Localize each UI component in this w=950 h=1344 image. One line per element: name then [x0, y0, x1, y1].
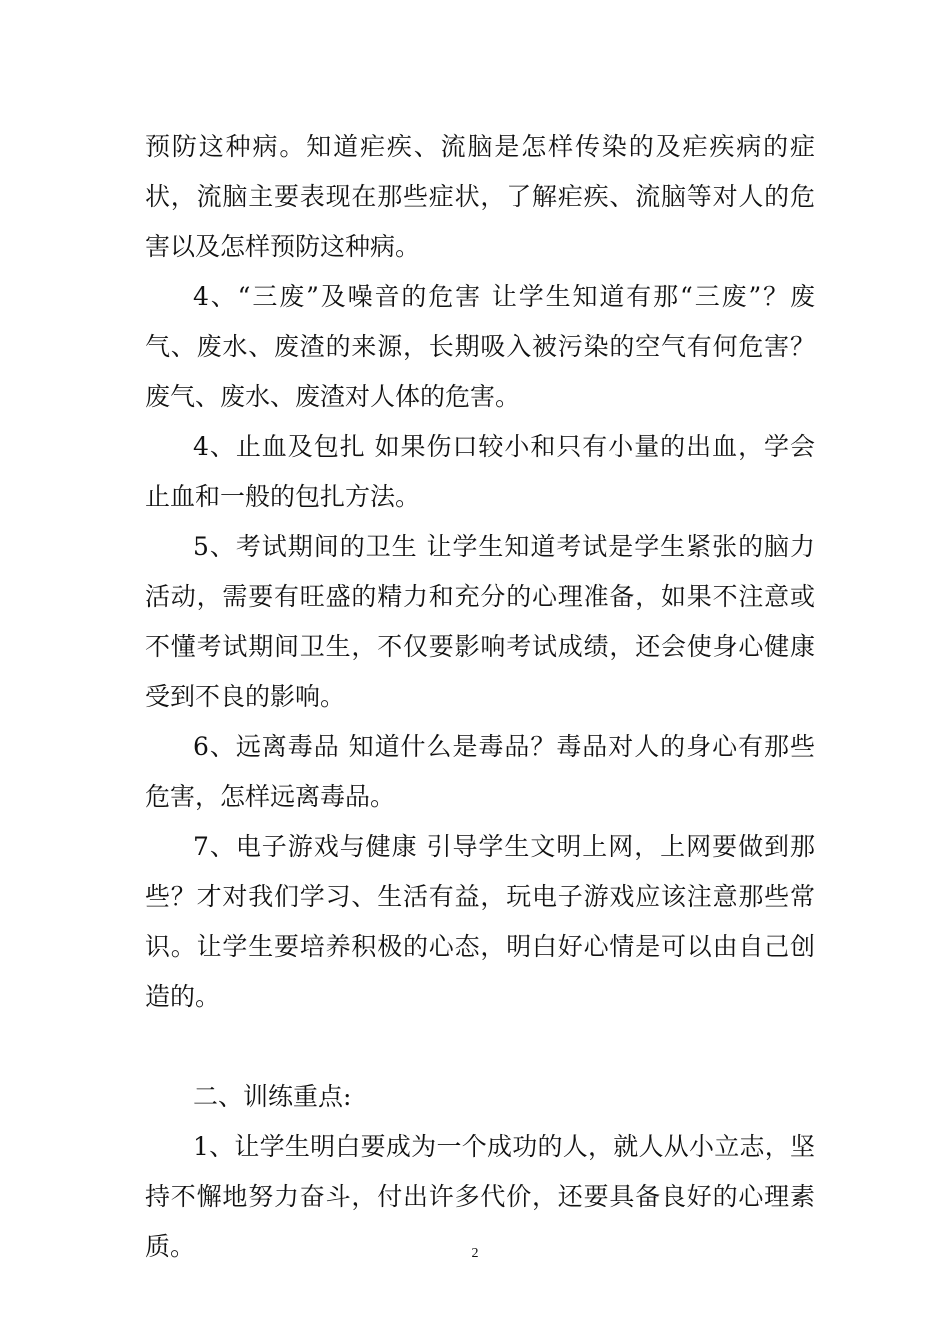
paragraph-video-games: 7、电子游戏与健康 引导学生文明上网，上网要做到那些？才对我们学习、生活有益，玩电子游戏应该注意那些常识。让学生要培养积极的心态，明白好心情是可以由自己创造的。 [145, 832, 815, 1011]
paragraph-continuation: 预防这种病。知道疟疾、流脑是怎样传染的及疟疾病的症状，流脑主要表现在那些症状，了解疟疾、流脑等对人的危害以及怎样预防这种病。 [145, 132, 815, 261]
paragraph-training-point-1: 1、让学生明白要成为一个成功的人，就人从小立志，坚持不懈地努力奋斗，付出许多代价，还要具备良好的心理素质。 [145, 1132, 815, 1261]
document-body [145, 122, 815, 1272]
paragraph-three-wastes: 4、“三废”及噪音的危害 让学生知道有那“三废”？废气、废水、废渣的来源，长期吸入被污染的空气有何危害？废气、废水、废渣对人体的危害。 [145, 282, 815, 411]
paragraph-exam-hygiene: 5、考试期间的卫生 让学生知道考试是学生紧张的脑力活动，需要有旺盛的精力和充分的心理准备，如果不注意或不懂考试期间卫生，不仅要影响考试成绩，还会使身心健康受到不良的影响。 [145, 532, 815, 711]
paragraph-drugs: 6、远离毒品 知道什么是毒品？毒品对人的身心有那些危害，怎样远离毒品。 [145, 732, 815, 811]
section-heading: 二、训练重点: [193, 1082, 352, 1111]
page-number: 2 [471, 1246, 479, 1261]
paragraph-first-aid: 4、止血及包扎 如果伤口较小和只有小量的出血，学会止血和一般的包扎方法。 [145, 432, 815, 511]
